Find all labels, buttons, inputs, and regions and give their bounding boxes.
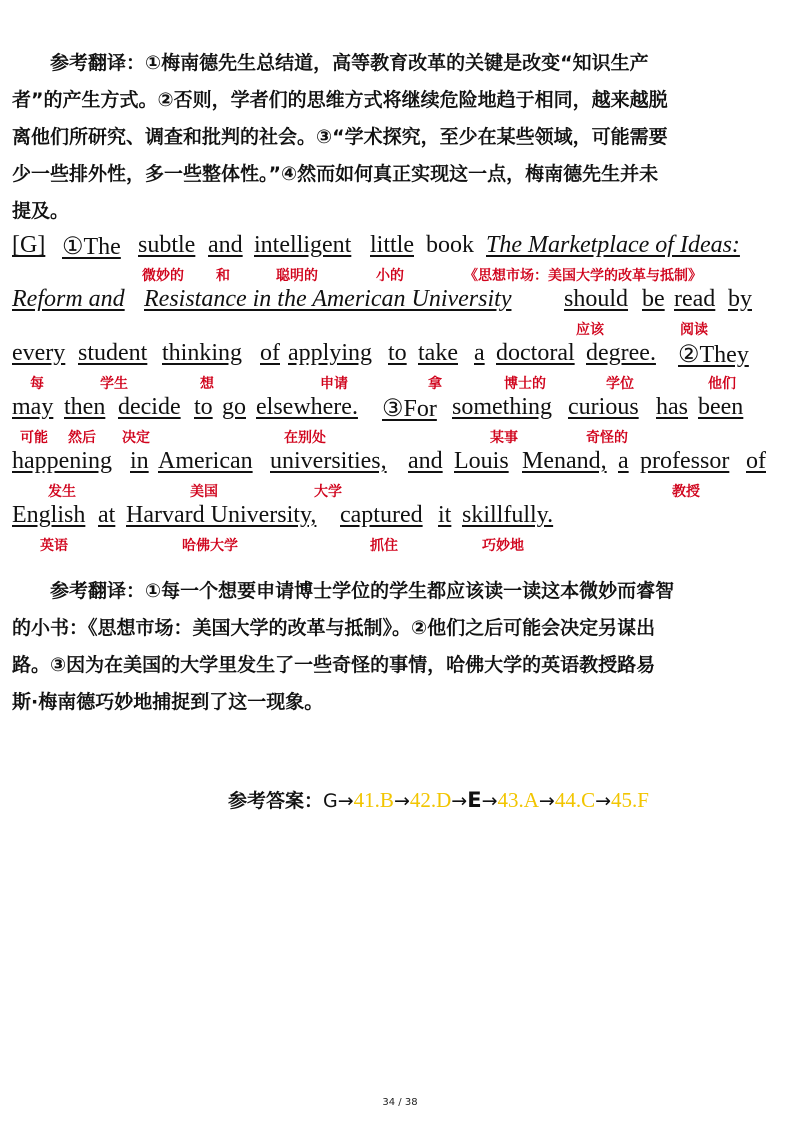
english-word: decide xyxy=(118,394,181,420)
chinese-gloss: 在别处 xyxy=(284,430,326,446)
text-line: 参考翻译：①每一个想要申请博士学位的学生都应该读一读这本微妙而睿智 xyxy=(12,580,675,602)
english-word: read xyxy=(674,286,716,312)
chinese-gloss: 哈佛大学 xyxy=(182,538,238,554)
english-word: has xyxy=(656,394,688,420)
chinese-gloss: 微妙的 xyxy=(142,268,184,284)
english-word: may xyxy=(12,394,54,420)
text-line: 斯·梅南德巧妙地捕捉到了这一现象。 xyxy=(12,691,324,713)
chinese-gloss: 然后 xyxy=(68,430,96,446)
chinese-gloss: 英语 xyxy=(40,538,68,554)
chinese-gloss: 申请 xyxy=(320,376,348,392)
english-word: something xyxy=(452,394,552,420)
chinese-gloss: 大学 xyxy=(314,484,342,500)
chinese-gloss: 决定 xyxy=(122,430,150,446)
english-word: a xyxy=(618,448,629,474)
english-word: take xyxy=(418,340,458,366)
answer-item: 45.F xyxy=(611,788,649,812)
english-word: in xyxy=(130,448,149,474)
chinese-gloss: 《思想市场：美国大学的改革与抵制》 xyxy=(464,268,702,284)
chinese-gloss: 博士的 xyxy=(504,376,546,392)
english-word: of xyxy=(746,448,766,474)
english-word: ③For xyxy=(382,396,437,422)
chinese-gloss: 学生 xyxy=(100,376,128,392)
book-title: The Marketplace of Ideas: xyxy=(486,232,740,258)
english-word: subtle xyxy=(138,232,196,258)
chinese-gloss: 和 xyxy=(216,268,230,284)
chinese-gloss: 教授 xyxy=(672,484,700,500)
english-word: then xyxy=(64,394,106,420)
answer-key xyxy=(228,786,649,813)
english-word: by xyxy=(728,286,752,312)
english-word: thinking xyxy=(162,340,243,366)
english-word: English xyxy=(12,502,86,528)
answer-item: E xyxy=(467,788,482,812)
answer-start: G xyxy=(323,790,338,812)
answer-item: 44.C xyxy=(554,788,596,812)
chinese-gloss: 应该 xyxy=(576,322,604,338)
chinese-gloss: 想 xyxy=(200,376,214,392)
english-word: Menand, xyxy=(522,448,607,474)
passage-line xyxy=(12,502,792,572)
english-word: degree. xyxy=(586,340,656,366)
arrow: → xyxy=(393,790,410,812)
english-word: be xyxy=(642,286,665,312)
page-number: 34 / 38 xyxy=(382,1097,418,1108)
english-word: and xyxy=(208,232,243,258)
chinese-gloss: 某事 xyxy=(490,430,518,446)
english-word: doctoral xyxy=(496,340,575,366)
text-line: 离他们所研究、调查和批判的社会。③“学术探究，至少在某些领域，可能需要 xyxy=(12,126,668,148)
english-word: captured xyxy=(340,502,423,528)
arrow: → xyxy=(451,790,468,812)
arrow: → xyxy=(337,790,354,812)
english-word: applying xyxy=(288,340,372,366)
english-word: it xyxy=(438,502,452,528)
chinese-gloss: 拿 xyxy=(428,376,442,392)
english-word: ①The xyxy=(62,234,121,260)
english-word: American xyxy=(158,448,253,474)
chinese-gloss: 发生 xyxy=(48,484,76,500)
chinese-gloss: 可能 xyxy=(20,430,48,446)
english-word: of xyxy=(260,340,280,366)
english-word: happening xyxy=(12,448,112,474)
arrow: → xyxy=(481,790,498,812)
english-word: universities, xyxy=(270,448,387,474)
chinese-gloss: 他们 xyxy=(708,376,736,392)
chinese-gloss: 美国 xyxy=(190,484,218,500)
english-word: at xyxy=(98,502,116,528)
english-word: go xyxy=(222,394,246,420)
english-word: book xyxy=(426,232,474,258)
chinese-gloss: 阅读 xyxy=(680,322,708,338)
text-line: 参考翻译：①梅南德先生总结道，高等教育改革的关键是改变“知识生产 xyxy=(12,52,649,74)
text-line: 者”的产生方式。②否则，学者们的思维方式将继续危险地趋于相同，越来越脱 xyxy=(12,89,668,111)
text-line: 提及。 xyxy=(12,200,70,222)
english-word: curious xyxy=(568,394,639,420)
english-word: intelligent xyxy=(254,232,352,258)
chinese-gloss: 奇怪的 xyxy=(586,430,628,446)
english-word: Harvard University, xyxy=(126,502,317,528)
english-word: to xyxy=(388,340,407,366)
english-word: elsewhere. xyxy=(256,394,358,420)
english-word: Louis xyxy=(454,448,509,474)
answer-item: 42.D xyxy=(409,788,452,812)
chinese-gloss: 巧妙地 xyxy=(482,538,524,554)
english-word: skillfully. xyxy=(462,502,554,528)
chinese-gloss: 抓住 xyxy=(370,538,398,554)
chinese-gloss: 小的 xyxy=(376,268,404,284)
english-word: [G] xyxy=(12,232,46,258)
text-line: 少一些排外性，多一些整体性。”④然而如何真正实现这一点，梅南德先生并未 xyxy=(12,163,659,185)
english-word: little xyxy=(370,232,414,258)
answer-label: 参考答案： xyxy=(228,790,324,812)
english-word: to xyxy=(194,394,213,420)
arrow: → xyxy=(538,790,555,812)
english-word: student xyxy=(78,340,148,366)
answer-item: 43.A xyxy=(497,788,539,812)
english-word: every xyxy=(12,340,66,366)
book-title: Resistance in the American University xyxy=(144,286,512,312)
english-word: ②They xyxy=(678,342,749,368)
english-word: been xyxy=(698,394,744,420)
english-word: and xyxy=(408,448,443,474)
text-line: 路。③因为在美国的大学里发生了一些奇怪的事情，哈佛大学的英语教授路易 xyxy=(12,654,656,676)
chinese-gloss: 聪明的 xyxy=(276,268,318,284)
arrow: → xyxy=(595,790,612,812)
chinese-gloss: 学位 xyxy=(606,376,634,392)
text-line: 的小书：《思想市场：美国大学的改革与抵制》。②他们之后可能会决定另谋出 xyxy=(12,617,656,639)
english-word: a xyxy=(474,340,485,366)
book-title: Reform and xyxy=(12,286,125,312)
english-word: professor xyxy=(640,448,730,474)
chinese-gloss: 每 xyxy=(30,376,44,392)
english-word: should xyxy=(564,286,629,312)
answer-item: 41.B xyxy=(353,788,394,812)
